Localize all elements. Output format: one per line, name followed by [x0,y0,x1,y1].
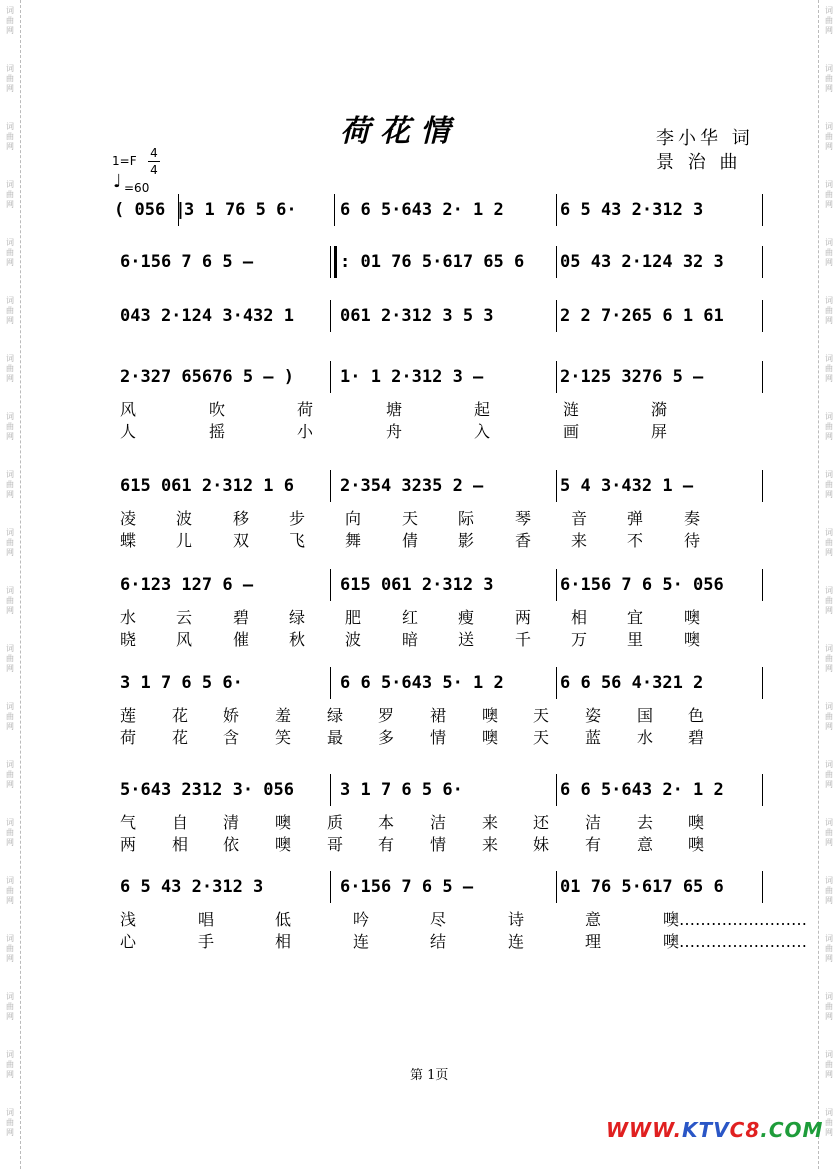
lyric-syllable: 绿 [327,706,344,725]
lyric-syllable: 瘦 [458,608,475,627]
lyric-syllable: 有 [585,835,602,854]
watermark-text: 词 曲 网 [6,354,14,383]
notation-line [114,367,764,397]
lyric-syllable: 情 [430,835,447,854]
bar-line [762,194,763,226]
watermark-text: 词 曲 网 [6,992,14,1021]
bar-line [330,361,331,393]
measure: 2·327 65676 5 – ) [120,367,294,387]
site-logo [606,1118,823,1142]
bar-line [334,194,335,226]
lyric-syllable: 蝶 [120,531,137,550]
lyric-syllable: 肥 [345,608,362,627]
lyric-syllable: 清 [223,813,240,832]
score-system [114,476,764,550]
bar-line [762,569,763,601]
lyric-syllable: 洁 [585,813,602,832]
watermark-text: 词 曲 网 [6,6,14,35]
site-logo-part-c8: C8 [729,1118,761,1142]
lyric-syllable: 手 [198,932,215,951]
notation-line [114,252,764,282]
measure: 01 76 5·617 65 6 [560,877,724,897]
lyric-syllable: 万 [571,630,588,649]
notation-line [114,575,764,605]
bar-line [178,194,179,226]
lyric-syllable: 碧 [688,728,705,747]
lyric-syllable: 舟 [386,422,403,441]
lyric-syllable: 相 [571,608,588,627]
site-logo-part-ktv: KTV [682,1118,730,1142]
lyric-syllable: 来 [482,813,499,832]
bar-line [556,361,557,393]
lyric-verse-1 [114,506,764,528]
watermark-text: 词 曲 网 [825,122,833,151]
watermark-text: 词 曲 网 [825,6,833,35]
watermark-text: 词 曲 网 [825,702,833,731]
watermark-text: 词 曲 网 [6,702,14,731]
lyric-syllable: 裙 [430,706,447,725]
bar-line [330,871,331,903]
lyric-syllable: 秋 [289,630,306,649]
lyric-syllable: 吹 [209,400,226,419]
site-logo-part-www: WWW. [606,1118,683,1142]
measure: 6 6 5·643 2· 1 2 [560,780,724,800]
watermark-text: 词 曲 网 [6,876,14,905]
measure: 2·125 3276 5 – [560,367,704,387]
lyric-syllable: 起 [474,400,491,419]
lyric-syllable: 步 [289,509,306,528]
lyric-syllable: 色 [688,706,705,725]
measure: 1· 1 2·312 3 – [340,367,484,387]
lyric-syllable: 倩 [402,531,419,550]
notation-line [114,673,764,703]
measure: 615 061 2·312 3 [340,575,494,595]
watermark-text: 词 曲 网 [825,354,833,383]
score-system [114,575,764,649]
bar-line [762,470,763,502]
lyric-syllable: 云 [176,608,193,627]
quarter-note-icon: ♩ [113,171,122,192]
watermark-text: 词 曲 网 [6,122,14,151]
measure: 061 2·312 3 5 3 [340,306,494,326]
lyric-syllable: 影 [458,531,475,550]
lyric-syllable: 相 [275,932,292,951]
measure: 6·156 7 6 5 – [120,252,254,272]
lyric-syllable: 凌 [120,509,137,528]
lyric-syllable: 琴 [515,509,532,528]
lyric-syllable: 尽 [430,910,447,929]
lyric-syllable: 舞 [345,531,362,550]
lyric-syllable: 有 [378,835,395,854]
lyric-syllable: 娇 [223,706,240,725]
lyric-syllable: 连 [353,932,370,951]
watermark-text: 词 曲 网 [6,1108,14,1137]
lyric-syllable: 噢 [482,706,499,725]
lyric-syllable: 绿 [289,608,306,627]
song-title: 荷花情 [340,114,460,149]
measure: 6 6 56 4·321 2 [560,673,704,693]
lyric-syllable: 弹 [627,509,644,528]
lyric-syllable: 蓝 [585,728,602,747]
bar-line [556,774,557,806]
lyric-verse-2 [114,419,764,441]
bar-line [762,361,763,393]
measure: 6·156 7 6 5· 056 [560,575,724,595]
bar-line [762,246,763,278]
lyric-syllable: 气 [120,813,137,832]
notation-line [114,200,764,230]
lyric-syllable: 晓 [120,630,137,649]
lyric-syllable: 意 [637,835,654,854]
lyric-syllable: 去 [637,813,654,832]
bar-line [330,569,331,601]
lyric-syllable: 催 [233,630,250,649]
measure: ( 056 | [114,200,186,220]
lyric-syllable: 低 [275,910,292,929]
measure: 6 5 43 2·312 3 [560,200,704,220]
lyric-syllable: 意 [585,910,602,929]
lyric-syllable: 自 [172,813,189,832]
watermark-text: 词 曲 网 [6,180,14,209]
bar-line [330,774,331,806]
measure: 043 2·124 3·432 1 [120,306,294,326]
lyric-syllable: 双 [233,531,250,550]
lyric-syllable: 水 [637,728,654,747]
lyric-syllable: 碧 [233,608,250,627]
watermark-text: 词 曲 网 [825,528,833,557]
watermark-text: 词 曲 网 [6,644,14,673]
lyric-syllable: 笑 [275,728,292,747]
watermark-text: 词 曲 网 [825,644,833,673]
notation-line [114,306,764,336]
measure: 6 6 5·643 2· 1 2 [340,200,504,220]
measure: 3 1 76 5 6· [184,200,297,220]
notation-line [114,476,764,506]
notation-line [114,877,764,907]
watermark-column-right [822,0,836,1166]
lyric-syllable: 多 [378,728,395,747]
lyric-verse-1 [114,703,764,725]
lyric-syllable: 塘 [386,400,403,419]
lyric-syllable: 含 [223,728,240,747]
measure: 6 5 43 2·312 3 [120,877,264,897]
bar-line [556,300,557,332]
lyric-verse-1 [114,907,808,929]
lyricist-credit: 李小华 词 [656,128,754,149]
watermark-text: 词 曲 网 [6,470,14,499]
lyric-syllable: 浅 [120,910,137,929]
lyric-syllable: 入 [474,422,491,441]
lyric-syllable: 千 [515,630,532,649]
page-margin-left [20,0,22,1169]
watermark-text: 词 曲 网 [6,296,14,325]
watermark-text: 词 曲 网 [825,934,833,963]
meter-top: 4 [148,145,160,162]
watermark-text: 词 曲 网 [825,1108,833,1137]
lyric-syllable: 噢 [275,835,292,854]
lyric-syllable: 洁 [430,813,447,832]
watermark-text: 词 曲 网 [6,412,14,441]
lyric-syllable: 波 [176,509,193,528]
lyric-syllable: 噢 [482,728,499,747]
watermark-text: 词 曲 网 [825,992,833,1021]
lyric-syllable: 吟 [353,910,370,929]
lyric-syllable: 宜 [627,608,644,627]
lyric-syllable: 花 [172,728,189,747]
lyric-syllable: 噢 [688,813,705,832]
time-signature [148,145,160,178]
lyric-syllable: 荷 [120,728,137,747]
lyric-syllable: 水 [120,608,137,627]
watermark-text: 词 曲 网 [6,586,14,615]
measure: 5 4 3·432 1 – [560,476,694,496]
lyric-syllable: 来 [482,835,499,854]
lyric-syllable: 暗 [402,630,419,649]
measure: 2 2 7·265 6 1 61 [560,306,724,326]
lyric-syllable: 人 [120,422,137,441]
lyric-syllable: 连 [508,932,525,951]
watermark-text: 词 曲 网 [825,296,833,325]
lyric-verse-1 [114,810,764,832]
measure: 2·354 3235 2 – [340,476,484,496]
watermark-text: 词 曲 网 [6,818,14,847]
watermark-text: 词 曲 网 [6,64,14,93]
watermark-text: 词 曲 网 [825,586,833,615]
lyric-syllable: 羞 [275,706,292,725]
watermark-text: 词 曲 网 [825,64,833,93]
page-number: 第 1页 [410,1068,449,1083]
lyric-verse-2 [114,528,764,550]
lyric-verse-1 [114,605,764,627]
bar-line [762,300,763,332]
watermark-text: 词 曲 网 [825,412,833,441]
lyric-syllable: 两 [515,608,532,627]
lyric-syllable: 心 [120,932,137,951]
watermark-column-left [3,0,17,1166]
measure: 3 1 7 6 5 6· [120,673,243,693]
lyric-syllable: 红 [402,608,419,627]
score-system [114,252,764,282]
bar-line [330,300,331,332]
watermark-text: 词 曲 网 [825,818,833,847]
measure: 6·123 127 6 – [120,575,254,595]
lyric-syllable: 波 [345,630,362,649]
watermark-text: 词 曲 网 [825,180,833,209]
lyric-syllable: 送 [458,630,475,649]
watermark-text: 词 曲 网 [6,238,14,267]
bar-line [556,246,557,278]
bar-line [330,470,331,502]
lyric-syllable: 噢 [688,835,705,854]
bar-line [762,667,763,699]
lyric-syllable: 画 [563,422,580,441]
measure: : 01 76 5·617 65 6 [340,252,525,272]
lyric-syllable: 依 [223,835,240,854]
measure: 6·156 7 6 5 – [340,877,474,897]
tempo-marking: =60 [124,181,150,195]
page-margin-right [818,0,820,1169]
lyric-verse-2 [114,725,764,747]
bar-line [762,774,763,806]
bar-line [556,871,557,903]
lyric-syllable: 来 [571,531,588,550]
lyric-syllable: 荷 [297,400,314,419]
bar-line [556,667,557,699]
lyric-syllable: 屏 [651,422,668,441]
lyric-verse-1 [114,397,764,419]
lyric-syllable: 噢…………………… [663,932,808,951]
watermark-text: 词 曲 网 [825,760,833,789]
lyric-syllable: 奏 [684,509,701,528]
lyric-syllable: 不 [627,531,644,550]
lyric-syllable: 摇 [209,422,226,441]
watermark-text: 词 曲 网 [6,760,14,789]
lyric-syllable: 里 [627,630,644,649]
score-system [114,877,808,951]
lyric-syllable: 香 [515,531,532,550]
score-system [114,780,764,854]
lyric-syllable: 噢 [684,608,701,627]
lyric-syllable: 姿 [585,706,602,725]
lyric-syllable: 哥 [327,835,344,854]
measure: 5·643 2312 3· 056 [120,780,294,800]
composer-credit: 景 治 曲 [656,152,742,173]
bar-line [556,470,557,502]
lyric-syllable: 飞 [289,531,306,550]
lyric-syllable: 结 [430,932,447,951]
lyric-syllable: 待 [684,531,701,550]
lyric-syllable: 罗 [378,706,395,725]
lyric-syllable: 质 [327,813,344,832]
measure: 05 43 2·124 32 3 [560,252,724,272]
measure: 3 1 7 6 5 6· [340,780,463,800]
watermark-text: 词 曲 网 [6,528,14,557]
lyric-syllable: 妹 [533,835,550,854]
lyric-syllable: 噢 [275,813,292,832]
lyric-syllable: 向 [345,509,362,528]
lyric-syllable: 风 [176,630,193,649]
lyric-syllable: 最 [327,728,344,747]
lyric-syllable: 唱 [198,910,215,929]
key-signature: 1=F [112,154,137,168]
lyric-syllable: 儿 [176,531,193,550]
bar-line [330,246,337,278]
lyric-syllable: 理 [585,932,602,951]
bar-line [556,569,557,601]
lyric-syllable: 本 [378,813,395,832]
lyric-syllable: 际 [458,509,475,528]
lyric-syllable: 莲 [120,706,137,725]
lyric-syllable: 风 [120,400,137,419]
site-logo-part-com: .COM [760,1118,824,1142]
lyric-verse-2 [114,929,808,951]
lyric-syllable: 两 [120,835,137,854]
lyric-syllable: 噢…………………… [663,910,808,929]
lyric-syllable: 天 [533,706,550,725]
score-system [114,306,764,336]
lyric-syllable: 花 [172,706,189,725]
meter-bottom: 4 [150,163,158,177]
score-system [114,673,764,747]
measure: 6 6 5·643 5· 1 2 [340,673,504,693]
lyric-syllable: 诗 [508,910,525,929]
lyric-verse-2 [114,832,764,854]
lyric-syllable: 情 [430,728,447,747]
lyric-syllable: 涟 [563,400,580,419]
lyric-verse-2 [114,627,764,649]
score-system [114,200,764,230]
bar-line [762,871,763,903]
lyric-syllable: 国 [637,706,654,725]
watermark-text: 词 曲 网 [6,934,14,963]
lyric-syllable: 小 [297,422,314,441]
watermark-text: 词 曲 网 [6,1050,14,1079]
bar-line [556,194,557,226]
lyric-syllable: 天 [533,728,550,747]
watermark-text: 词 曲 网 [825,470,833,499]
score-system [114,367,764,441]
lyric-syllable: 还 [533,813,550,832]
lyric-syllable: 相 [172,835,189,854]
watermark-text: 词 曲 网 [825,876,833,905]
lyric-syllable: 噢 [684,630,701,649]
bar-line [330,667,331,699]
notation-line [114,780,764,810]
lyric-syllable: 音 [571,509,588,528]
measure: 615 061 2·312 1 6 [120,476,294,496]
watermark-text: 词 曲 网 [825,238,833,267]
lyric-syllable: 移 [233,509,250,528]
watermark-text: 词 曲 网 [825,1050,833,1079]
lyric-syllable: 天 [402,509,419,528]
lyric-syllable: 漪 [651,400,668,419]
